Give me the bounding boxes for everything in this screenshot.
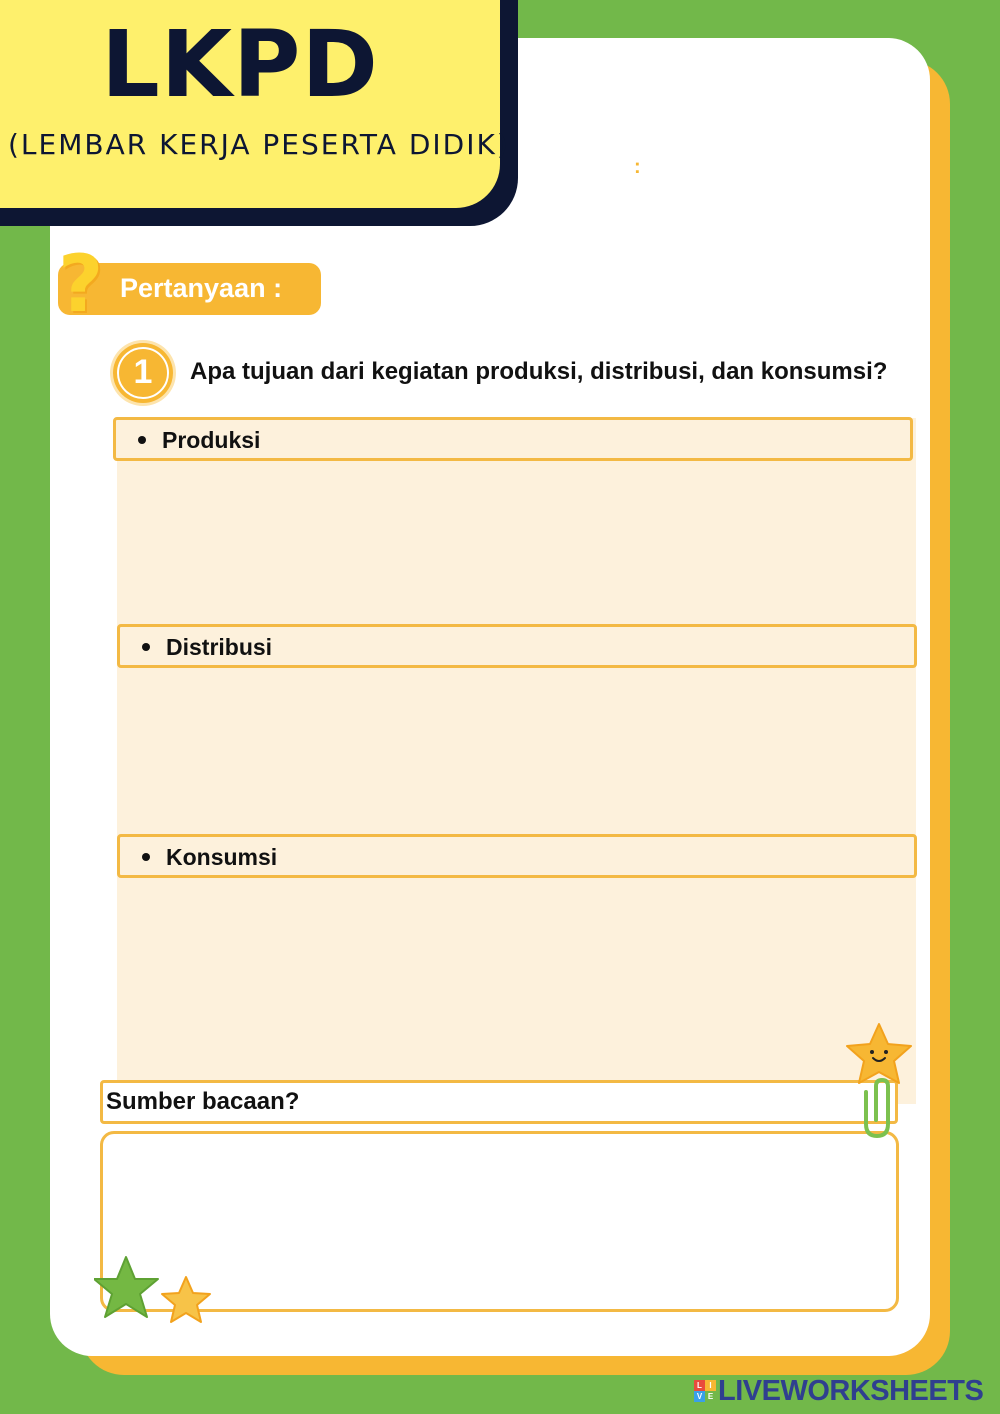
answer-header-konsumsi (117, 834, 917, 878)
question-text: Apa tujuan dari kegiatan produksi, distribusi, dan konsumsi? (190, 358, 888, 385)
answer-header-distribusi (117, 624, 917, 668)
bullet-icon (138, 436, 146, 444)
page-subtitle: (LEMBAR KERJA PESERTA DIDIK) (8, 128, 510, 161)
liveworksheets-logo (694, 1374, 983, 1408)
star-paperclip-icon (842, 1020, 916, 1140)
answer-area (117, 418, 916, 1104)
answer-label-distribusi: Distribusi (166, 634, 273, 660)
liveworksheets-brand: LIVEWORKSHEETS (718, 1374, 984, 1407)
colon-mark: : (634, 156, 641, 178)
logo-letter: V (694, 1391, 705, 1402)
source-label: Sumber bacaan? (106, 1088, 300, 1115)
section-label: Pertanyaan : (120, 273, 283, 303)
answer-header-produksi (113, 417, 913, 461)
bullet-icon (142, 853, 150, 861)
logo-letter: L (694, 1380, 705, 1391)
answer-label-produksi: Produksi (162, 427, 261, 453)
source-header (100, 1080, 898, 1124)
logo-letter: I (705, 1380, 716, 1391)
source-input[interactable] (100, 1131, 899, 1312)
answer-label-konsumsi: Konsumsi (166, 844, 278, 870)
stars-decoration-icon (94, 1255, 218, 1335)
liveworksheets-mark-icon (694, 1380, 716, 1402)
question-number: 1 (133, 353, 153, 391)
question-mark-icon: ? (58, 240, 104, 330)
page-title: LKPD (101, 11, 379, 118)
question-number-badge (113, 343, 173, 403)
logo-letter: E (705, 1391, 716, 1402)
bullet-icon (142, 643, 150, 651)
